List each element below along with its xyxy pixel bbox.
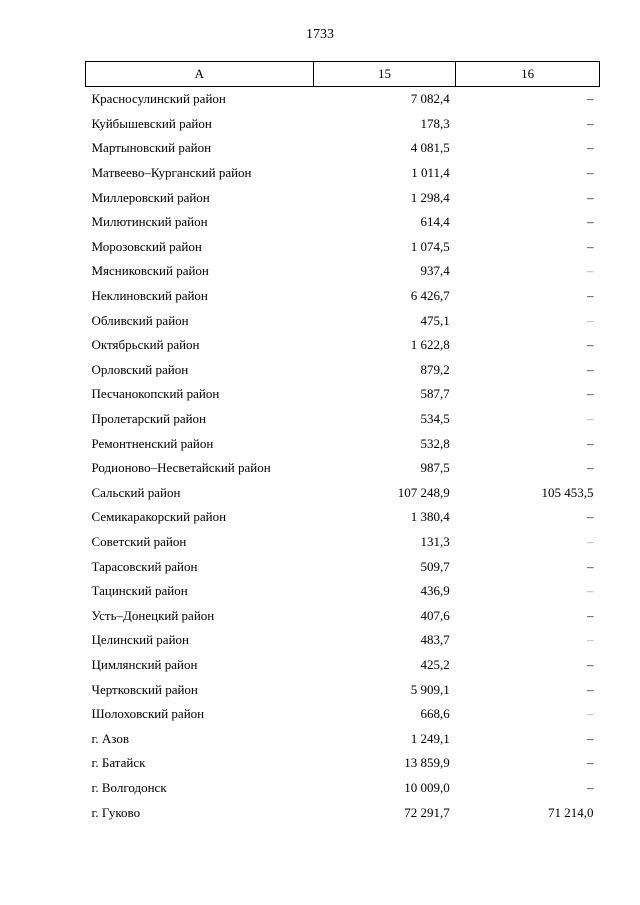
row-value-column-16: – xyxy=(587,189,594,205)
row-value-column-15: 178,3 xyxy=(420,115,450,131)
row-district-name: Шолоховский район xyxy=(91,706,205,722)
table-row xyxy=(86,185,600,210)
table-row xyxy=(86,382,600,407)
row-district-name: Тацинский район xyxy=(91,583,188,599)
header-column-a: А xyxy=(86,62,314,87)
row-value-column-16: – xyxy=(587,509,594,525)
table-row xyxy=(86,407,600,432)
row-district-name: Миллеровский район xyxy=(91,189,210,205)
table-row xyxy=(86,702,600,727)
row-district-name: Куйбышевский район xyxy=(91,115,212,131)
row-value-column-16: – xyxy=(587,632,594,648)
row-value-column-15: 4 081,5 xyxy=(410,140,450,156)
row-value-column-15: 509,7 xyxy=(420,558,450,574)
row-value-column-15: 107 248,9 xyxy=(397,484,450,500)
table-row xyxy=(86,505,600,530)
row-value-column-15: 614,4 xyxy=(420,214,450,230)
row-district-name: Чертковский район xyxy=(91,681,198,697)
row-district-name: Красносулинский район xyxy=(91,91,226,107)
table-row xyxy=(86,579,600,604)
row-value-column-15: 6 426,7 xyxy=(410,288,450,304)
row-district-name: Родионово–Несветайский район xyxy=(91,460,271,476)
row-value-column-16: – xyxy=(587,238,594,254)
table-row xyxy=(86,431,600,456)
table-row xyxy=(86,726,600,751)
row-value-column-15: 475,1 xyxy=(420,312,450,328)
row-value-column-16: – xyxy=(587,730,594,746)
row-district-name: Цимлянский район xyxy=(91,656,198,672)
row-value-column-16: – xyxy=(587,411,594,427)
table-row xyxy=(86,653,600,678)
row-value-column-15: 425,2 xyxy=(420,656,450,672)
header-column-15: 15 xyxy=(313,62,456,87)
row-district-name: г. Волгодонск xyxy=(91,779,167,795)
table-body xyxy=(86,87,600,825)
table-row xyxy=(86,333,600,358)
row-value-column-15: 668,6 xyxy=(420,706,450,722)
row-value-column-15: 532,8 xyxy=(420,435,450,451)
row-value-column-16: – xyxy=(587,140,594,156)
row-district-name: Советский район xyxy=(91,533,187,549)
row-value-column-16: 105 453,5 xyxy=(541,484,594,500)
row-value-column-16: – xyxy=(587,165,594,181)
table-row xyxy=(86,776,600,801)
table-row xyxy=(86,800,600,825)
row-value-column-16: – xyxy=(587,558,594,574)
row-district-name: Орловский район xyxy=(91,361,189,377)
row-district-name: г. Азов xyxy=(91,730,129,746)
row-district-name: г. Гуково xyxy=(91,804,141,820)
row-value-column-16: – xyxy=(587,435,594,451)
row-value-column-16: – xyxy=(587,460,594,476)
row-value-column-15: 1 298,4 xyxy=(410,189,450,205)
row-value-column-15: 483,7 xyxy=(420,632,450,648)
row-value-column-16: – xyxy=(587,115,594,131)
row-district-name: Морозовский район xyxy=(91,238,202,254)
row-value-column-16: – xyxy=(587,706,594,722)
row-value-column-16: – xyxy=(587,312,594,328)
row-district-name: Пролетарский район xyxy=(91,411,207,427)
row-district-name: Октябрьский район xyxy=(91,337,200,353)
row-value-column-16: – xyxy=(587,755,594,771)
row-value-column-15: 987,5 xyxy=(420,460,450,476)
table-row xyxy=(86,603,600,628)
table-row xyxy=(86,677,600,702)
row-value-column-15: 587,7 xyxy=(420,386,450,402)
row-district-name: г. Батайск xyxy=(91,755,146,771)
row-value-column-15: 1 622,8 xyxy=(410,337,450,353)
row-value-column-15: 1 380,4 xyxy=(410,509,450,525)
row-district-name: Тарасовский район xyxy=(91,558,198,574)
table-row xyxy=(86,87,600,112)
table-row xyxy=(86,210,600,235)
table-header-row xyxy=(86,62,600,87)
table-row xyxy=(86,308,600,333)
row-value-column-16: – xyxy=(587,288,594,304)
table-row xyxy=(86,530,600,555)
row-value-column-16: – xyxy=(587,386,594,402)
row-value-column-16: – xyxy=(587,361,594,377)
row-value-column-15: 1 074,5 xyxy=(410,238,450,254)
row-value-column-15: 131,3 xyxy=(420,533,450,549)
header-column-16: 16 xyxy=(456,62,600,87)
row-value-column-15: 436,9 xyxy=(420,583,450,599)
page-number: 1733 xyxy=(306,27,334,42)
row-value-column-16: – xyxy=(587,583,594,599)
row-value-column-15: 1 011,4 xyxy=(411,165,450,181)
row-value-column-16: – xyxy=(587,779,594,795)
table-row xyxy=(86,456,600,481)
row-value-column-15: 13 859,9 xyxy=(404,755,450,771)
row-district-name: Мясниковский район xyxy=(91,263,209,279)
row-district-name: Песчанокопский район xyxy=(91,386,220,402)
row-district-name: Обливский район xyxy=(91,312,189,328)
row-value-column-16: 71 214,0 xyxy=(548,804,594,820)
row-value-column-15: 937,4 xyxy=(420,263,450,279)
row-value-column-16: – xyxy=(587,656,594,672)
row-value-column-15: 1 249,1 xyxy=(410,730,450,746)
row-value-column-15: 10 009,0 xyxy=(404,779,450,795)
table-row xyxy=(86,112,600,137)
table-row xyxy=(86,554,600,579)
row-value-column-15: 7 082,4 xyxy=(410,91,450,107)
table-row xyxy=(86,136,600,161)
table-row xyxy=(86,628,600,653)
row-value-column-15: 72 291,7 xyxy=(404,804,450,820)
row-district-name: Целинский район xyxy=(91,632,189,648)
row-value-column-15: 534,5 xyxy=(420,411,450,427)
row-district-name: Неклиновский район xyxy=(91,288,208,304)
table-row xyxy=(86,358,600,383)
row-district-name: Сальский район xyxy=(91,484,181,500)
row-value-column-16: – xyxy=(587,91,594,107)
data-table xyxy=(85,61,600,825)
row-district-name: Мартыновский район xyxy=(91,140,212,156)
row-district-name: Ремонтненский район xyxy=(91,435,214,451)
row-value-column-16: – xyxy=(587,681,594,697)
row-value-column-16: – xyxy=(587,607,594,623)
row-value-column-15: 879,2 xyxy=(420,361,450,377)
row-district-name: Матвеево–Курганский район xyxy=(91,165,252,181)
row-district-name: Семикаракорский район xyxy=(91,509,227,525)
row-value-column-16: – xyxy=(587,214,594,230)
table-row xyxy=(86,284,600,309)
row-value-column-16: – xyxy=(587,533,594,549)
row-value-column-15: 407,6 xyxy=(420,607,450,623)
table-row xyxy=(86,161,600,186)
table-row xyxy=(86,235,600,260)
table-row xyxy=(86,751,600,776)
row-district-name: Усть–Донецкий район xyxy=(91,607,215,623)
table-row xyxy=(86,481,600,506)
row-district-name: Милютинский район xyxy=(91,214,208,230)
row-value-column-15: 5 909,1 xyxy=(410,681,450,697)
row-value-column-16: – xyxy=(587,337,594,353)
row-value-column-16: – xyxy=(587,263,594,279)
table-row xyxy=(86,259,600,284)
